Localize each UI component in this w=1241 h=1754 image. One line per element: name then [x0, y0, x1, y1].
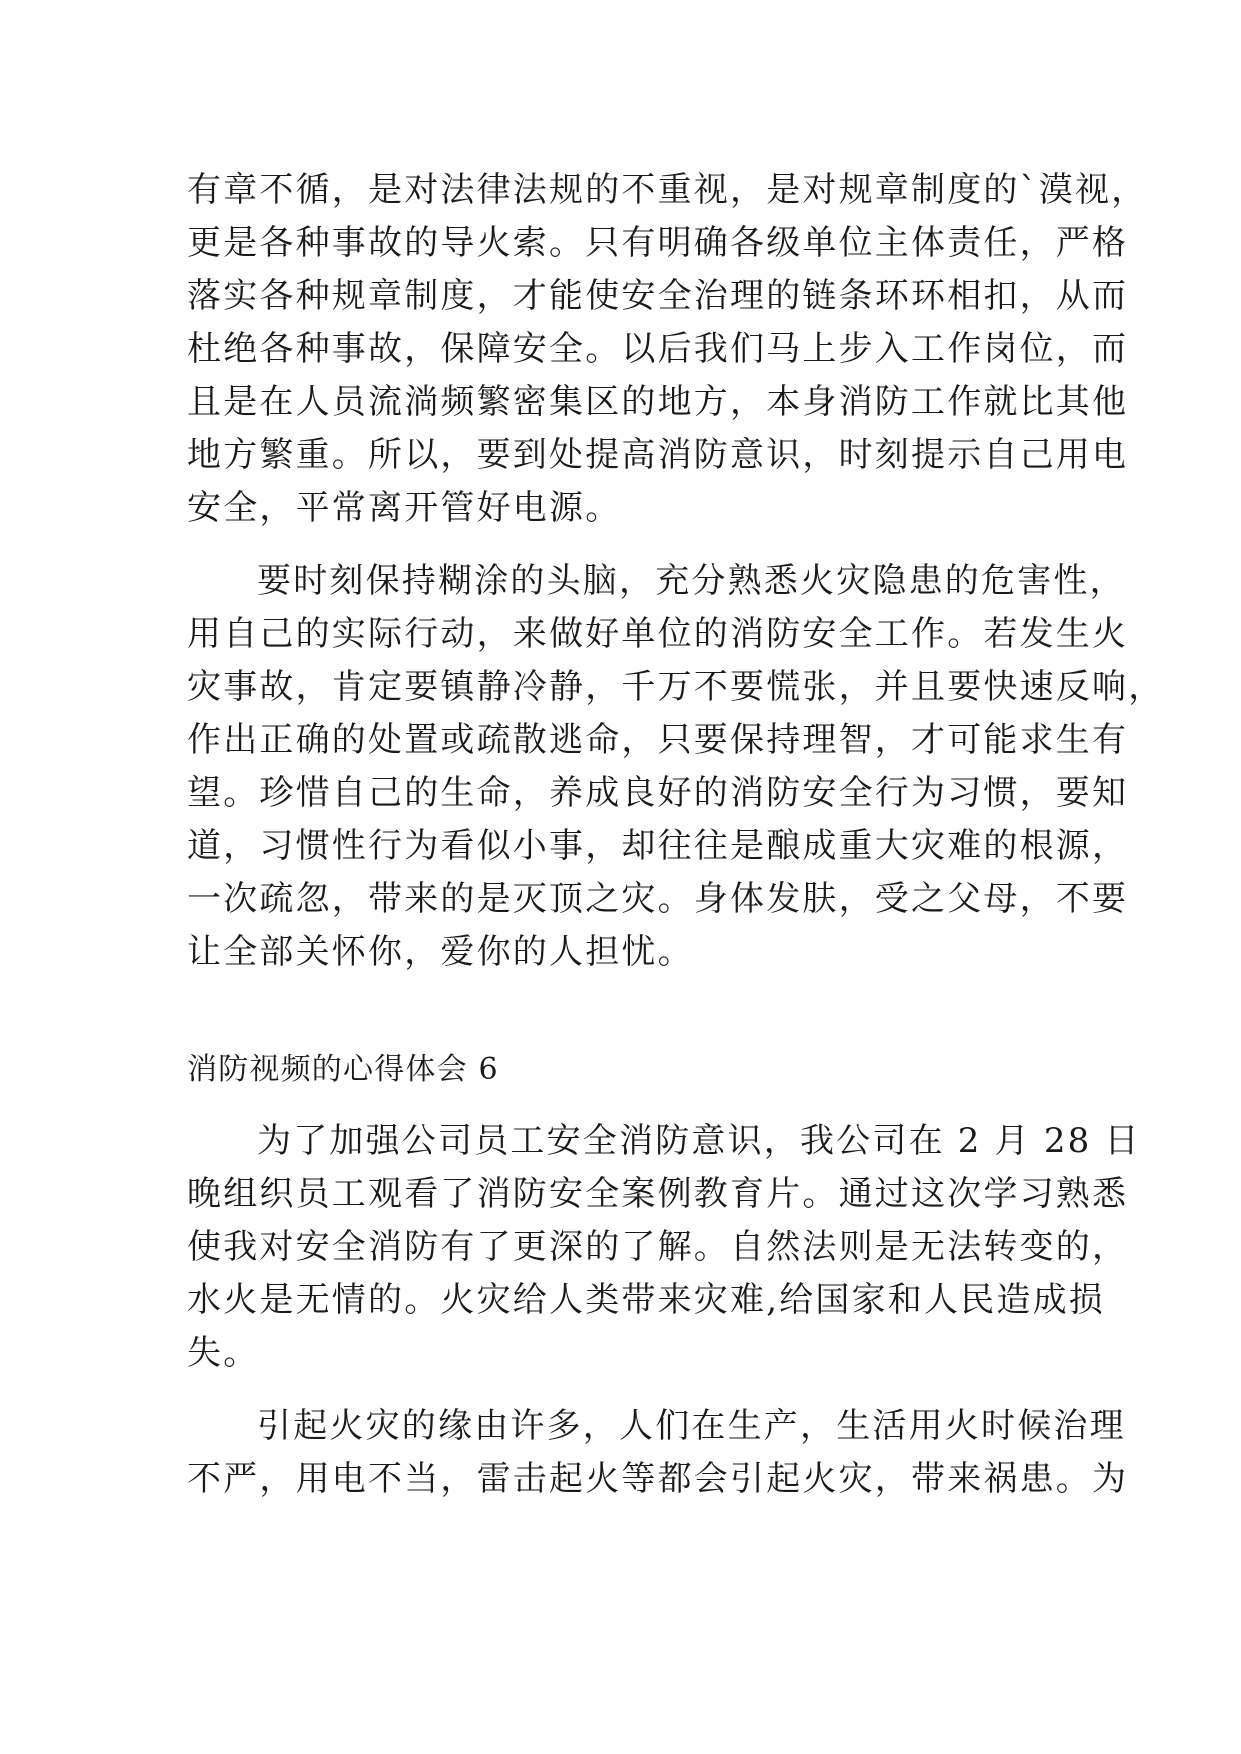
paragraph-2-line-2: 用自己的实际行动，来做好单位的消防安全工作。若发生火 — [187, 614, 1129, 654]
paragraph-4-line-2: 不严，用电不当，雷击起火等都会引起火灾，带来祸患。为 — [187, 1459, 1129, 1499]
paragraph-1-line-3: 落实各种规章制度，才能使安全治理的链条环环相扣，从而 — [187, 276, 1129, 316]
paragraph-2-line-6: 道，习惯性行为看似小事，却往往是酿成重大灾难的根源， — [187, 826, 1129, 866]
paragraph-3-line-3: 使我对安全消防有了更深的了解。自然法则是无法转变的， — [187, 1227, 1129, 1267]
paragraph-3-line-4: 水火是无情的。火灾给人类带来灾难,给国家和人民造成损 — [187, 1280, 1106, 1320]
paragraph-1-line-7: 安全，平常离开管好电源。 — [187, 488, 622, 528]
paragraph-1-line-1: 有章不循，是对法律法规的不重视，是对规章制度的`漠视， — [187, 170, 1148, 210]
paragraph-1-line-6: 地方繁重。所以，要到处提高消防意识，时刻提示自己用电 — [187, 435, 1129, 475]
paragraph-1-line-5: 且是在人员流淌频繁密集区的地方，本身消防工作就比其他 — [187, 382, 1129, 422]
paragraph-2-line-4: 作出正确的处置或疏散逃命，只要保持理智，才可能求生有 — [187, 720, 1129, 760]
paragraph-1-line-4: 杜绝各种事故，保障安全。以后我们马上步入工作岗位，而 — [187, 329, 1129, 369]
paragraph-3-line-2: 晚组织员工观看了消防安全案例教育片。通过这次学习熟悉 — [187, 1174, 1129, 1214]
paragraph-2-line-7: 一次疏忽，带来的是灭顶之灾。身体发肤，受之父母，不要 — [187, 879, 1129, 919]
paragraph-1-line-2: 更是各种事故的导火索。只有明确各级单位主体责任，严格 — [187, 223, 1129, 263]
paragraph-3-line-5: 失。 — [187, 1333, 260, 1373]
paragraph-2-line-1: 要时刻保持糊涂的头脑，充分熟悉火灾隐患的危害性， — [257, 561, 1126, 601]
paragraph-2-line-8: 让全部关怀你，爱你的人担忧。 — [187, 932, 694, 972]
section-heading: 消防视频的心得体会 6 — [187, 1052, 499, 1087]
paragraph-3-line-1: 为了加强公司员工安全消防意识，我公司在 2 月 28 日 — [257, 1121, 1141, 1161]
paragraph-4-line-1: 引起火灾的缘由许多，人们在生产，生活用火时候治理 — [257, 1406, 1126, 1446]
paragraph-2-line-3: 灾事故，肯定要镇静冷静，千万不要慌张，并且要快速反响， — [187, 667, 1165, 707]
paragraph-2-line-5: 望。珍惜自己的生命，养成良好的消防安全行为习惯，要知 — [187, 773, 1129, 813]
